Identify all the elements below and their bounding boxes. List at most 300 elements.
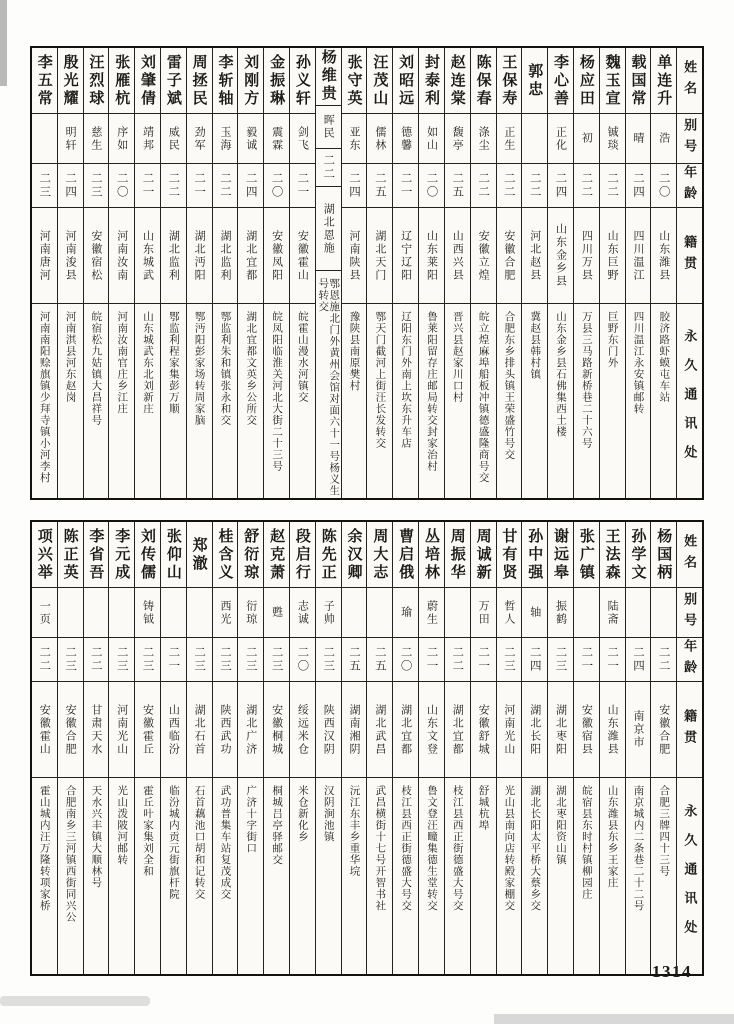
entry-cell-alias [471,114,496,164]
person-alias: 正化 [554,125,567,152]
entry-cell-native [342,682,367,778]
entry-cell-native [109,208,134,304]
entry-cell-name [419,48,444,114]
person-address: 河南南阳赊旗镇少拜寺镇小河李村 [38,311,50,484]
entry-cell-native [135,208,160,304]
person-native-place: 安徽霍山 [38,703,51,756]
person-name: 王法森 [603,527,620,582]
person-address: 汉阴涧池镇 [322,785,334,843]
entry-cell-address [367,304,392,498]
entry-cell-age [290,638,315,682]
entry-cell-address [393,778,418,974]
entry-cell-age [651,638,676,682]
person-address: 沅江东丰乡重华垸 [348,785,360,877]
entry-cell-age [161,164,186,208]
entry-cell-name [109,522,134,588]
person-name: 汪茂山 [371,53,388,108]
entry-cell-alias [522,114,547,164]
person-address: 广济十字街口 [245,785,257,854]
entry-cell-alias [290,588,315,638]
directory-entry-column [289,522,315,974]
person-address: 桐城吕亭驿邮交 [271,785,283,866]
person-address: 湖北枣阳资山镇 [555,785,567,866]
header-alias-label: 别号 [682,117,698,160]
header-cell-native [677,682,702,778]
person-age: 二三 [38,172,51,199]
entry-cell-address [522,304,547,498]
entry-cell-name [161,48,186,114]
person-native-place: 辽宁辽阳 [399,229,412,282]
entry-cell-name [84,522,109,588]
person-native-place: 河南光山 [502,703,515,756]
person-name: 李心善 [552,53,569,108]
person-alias: 西光 [218,599,231,626]
entry-cell-name [497,522,522,588]
entry-cell-name [548,48,573,114]
person-native-place: 河北赵县 [528,229,541,282]
entry-cell-address [497,304,522,498]
person-name: 李斩轴 [216,53,233,108]
person-age: 二二 [657,646,670,673]
person-name: 周大志 [371,527,388,582]
entry-cell-name [316,522,341,588]
directory-entry-column [599,522,625,974]
entry-cell-alias [213,114,238,164]
entry-cell-native [187,682,212,778]
entry-cell-address [84,778,109,974]
person-name: 雷子斌 [164,53,181,108]
entry-cell-native [84,208,109,304]
person-alias: 万田 [477,599,490,626]
entry-cell-address [600,304,625,498]
directory-entry-column [470,48,496,498]
entry-cell-address [187,304,212,498]
person-name: 桂含义 [216,527,233,582]
person-native-place: 湖北监利 [167,229,180,282]
person-alias: 明轩 [64,125,77,152]
entry-cell-native [32,208,57,304]
entry-cell-alias [187,114,212,164]
scan-edge-artifact [0,996,150,1006]
entry-cell-name [290,522,315,588]
entry-cell-name [109,48,134,114]
entry-cell-age [419,638,444,682]
entry-cell-alias [238,114,263,164]
person-native-place: 安徽霍丘 [141,703,154,756]
person-age: 二二 [89,646,102,673]
entry-cell-name [600,48,625,114]
entry-cell-age [187,638,212,682]
person-alias: 瑜 [399,606,412,619]
entry-cell-native [213,682,238,778]
entry-cell-native [445,208,470,304]
person-alias: 初 [580,132,593,145]
person-native-place: 河南唐河 [38,229,51,282]
entry-cell-alias [187,588,212,638]
entry-cell-address [497,778,522,974]
person-age: 二四 [631,646,644,673]
person-native-place: 湖北宜都 [451,703,464,756]
entry-cell-alias [316,106,341,150]
person-alias: 子帅 [322,599,335,626]
entry-cell-alias [32,114,57,164]
entry-cell-age [84,164,109,208]
person-name: 封泰利 [422,53,439,108]
person-name: 汪烈球 [87,53,104,108]
person-address: 枝江县西正街德盛大号交 [400,785,412,912]
person-native-place: 湖南湘阴 [348,703,361,756]
entry-cell-name [316,48,341,106]
person-age: 二三 [322,646,335,673]
entry-cell-native [161,208,186,304]
person-alias: 剑飞 [296,125,309,152]
entry-cell-native [574,682,599,778]
entry-cell-alias [135,588,160,638]
header-address-label: 永久通讯处 [682,803,698,949]
person-address: 胶济路虾蟆屯车站 [658,311,670,403]
entry-cell-native [651,682,676,778]
directory-entry-column [237,522,263,974]
person-alias: 亚东 [348,125,361,152]
entry-cell-name [522,48,547,114]
entry-cell-alias [471,588,496,638]
person-age: 二四 [64,172,77,199]
entry-cell-native [574,208,599,304]
directory-entry-column [57,48,83,498]
person-address: 鲁文登汪疃集德生堂转交 [425,785,437,912]
person-alias: 志诚 [296,599,309,626]
person-alias: 一页 [38,599,51,626]
person-name: 陈正英 [61,527,78,582]
entry-cell-age [342,638,367,682]
entry-cell-age [367,638,392,682]
entry-cell-age [497,638,522,682]
person-native-place: 陕西武功 [218,703,231,756]
person-address: 武昌横街十七号开智书社 [374,785,386,912]
entry-cell-native [32,682,57,778]
entry-cell-name [342,522,367,588]
person-native-place: 山西兴县 [451,229,464,282]
person-alias: 甦 [270,606,283,619]
person-name: 周振华 [448,527,465,582]
directory-entry-column [134,522,160,974]
person-address: 河南汝南官庄乡江庄 [116,311,128,415]
person-age: 二一 [399,172,412,199]
entry-cell-name [471,522,496,588]
entry-cell-alias [161,588,186,638]
entry-cell-native [497,682,522,778]
entry-cell-name [32,522,57,588]
entry-cell-address [445,778,470,974]
header-alias-label: 别号 [682,591,698,634]
person-name: 载国常 [629,53,646,108]
entry-cell-native [290,682,315,778]
directory-entry-column [160,522,186,974]
entry-cell-alias [32,588,57,638]
table-columns [32,48,702,498]
entry-cell-alias [497,114,522,164]
entry-cell-native [367,208,392,304]
person-age: 二一 [193,172,206,199]
entry-cell-native [522,208,547,304]
person-address: 鄂监利朱和镇张永和交 [219,311,231,426]
person-address: 晋兴县赵家川口村 [451,311,463,403]
person-address: 南京城内二条巷二十二号 [632,785,644,912]
entry-cell-age [522,638,547,682]
entry-cell-native [84,682,109,778]
person-age: 二五 [451,172,464,199]
person-age: 二一 [296,172,309,199]
header-column [676,522,702,974]
entry-cell-alias [135,114,160,164]
person-native-place: 湖北长阳 [528,703,541,756]
entry-cell-age [445,164,470,208]
person-name: 赵克萧 [268,527,285,582]
entry-cell-age [600,638,625,682]
entry-cell-alias [626,114,651,164]
scan-edge-artifact [0,0,7,86]
directory-entry-column [160,48,186,498]
person-age: 二四 [348,172,361,199]
directory-entry-column [289,48,315,498]
person-age: 二三 [244,646,257,673]
person-name: 孙学文 [629,527,646,582]
person-address: 辽阳东门外南上坎东升车店 [400,311,412,449]
entry-cell-native [213,208,238,304]
person-native-place: 湖北广济 [244,703,257,756]
entry-cell-alias [393,588,418,638]
person-age: 二一 [425,646,438,673]
entry-cell-name [32,48,57,114]
person-address: 皖宿县东时村镇柳园庄 [580,785,592,900]
entry-cell-address [342,778,367,974]
entry-cell-address [393,304,418,498]
entry-cell-alias [574,114,599,164]
entry-cell-alias [367,588,392,638]
person-address: 光山县南向店转殿家棚交 [503,785,515,912]
person-address: 光山泼陂河邮转 [116,785,128,866]
entry-cell-name [58,522,83,588]
person-age: 二五 [373,646,386,673]
person-name: 刘肇倩 [139,53,156,108]
entry-cell-address [213,778,238,974]
person-address: 武功普集车站复茂成交 [219,785,231,900]
person-age: 二二 [38,646,51,673]
entry-cell-address [522,778,547,974]
table-columns [32,522,702,974]
entry-cell-age [471,164,496,208]
directory-entry-column [186,48,212,498]
person-alias: 馥亭 [451,125,464,152]
person-alias: 陆斋 [606,599,619,626]
entry-cell-address [238,778,263,974]
directory-entry-column [57,522,83,974]
person-age: 二〇 [425,172,438,199]
entry-cell-alias [109,114,134,164]
entry-cell-alias [522,588,547,638]
entry-cell-name [393,48,418,114]
entry-cell-age [342,164,367,208]
entry-cell-address [135,778,160,974]
scan-edge-artifact [494,1014,734,1024]
person-name: 单连升 [655,53,672,108]
person-native-place: 湖北宜都 [399,703,412,756]
person-alias: 铖琰 [606,125,619,152]
person-name: 杨维贵 [319,49,336,104]
person-age: 二三 [89,172,102,199]
header-cell-address [677,304,702,498]
directory-entry-column [625,522,651,974]
entry-cell-name [84,48,109,114]
person-age: 二三 [64,646,77,673]
entry-cell-native [393,208,418,304]
entry-cell-name [367,522,392,588]
entry-cell-native [109,682,134,778]
entry-cell-name [574,522,599,588]
entry-cell-native [548,682,573,778]
entry-cell-name [161,522,186,588]
header-name-label: 姓名 [682,59,698,102]
directory-entry-column [573,522,599,974]
directory-entry-column [83,522,109,974]
entry-cell-age [161,638,186,682]
person-name: 舒衍琼 [242,527,259,582]
entry-cell-age [213,638,238,682]
directory-entry-column [418,522,444,974]
person-address: 山东金乡县石佛集西土楼 [555,311,567,438]
entry-cell-alias [58,588,83,638]
person-native-place: 山东城武 [141,229,154,282]
person-native-place: 湖北武昌 [373,703,386,756]
entry-cell-address [161,304,186,498]
person-name: 杨应田 [577,53,594,108]
entry-cell-age [32,164,57,208]
entry-cell-address [600,778,625,974]
entry-cell-name [213,522,238,588]
person-address: 霍山城内汪万隆转项家桥 [38,785,50,912]
person-alias: 玉海 [218,125,231,152]
person-native-place: 山东潍县 [606,703,619,756]
directory-entry-column [599,48,625,498]
person-address: 合肥三牌四十三号 [658,785,670,877]
entry-cell-native [316,187,341,271]
directory-entry-column [263,522,289,974]
person-alias: 振鹤 [554,599,567,626]
person-name: 曹启俄 [397,527,414,582]
entry-cell-alias [574,588,599,638]
entry-cell-age [109,638,134,682]
entry-cell-address [445,304,470,498]
entry-cell-address [84,304,109,498]
entry-cell-alias [342,114,367,164]
person-age: 二一 [477,646,490,673]
person-native-place: 山东巨野 [606,229,619,282]
entry-cell-address [32,778,57,974]
entry-cell-alias [497,588,522,638]
person-age: 二四 [528,646,541,673]
entry-cell-native [419,682,444,778]
person-native-place: 安徽舒城 [477,703,490,756]
entry-cell-alias [264,588,289,638]
entry-cell-native [187,208,212,304]
person-name: 郭忠 [526,62,543,99]
entry-cell-address [626,778,651,974]
person-name: 丛培林 [422,527,439,582]
directory-entry-column [418,48,444,498]
entry-cell-age [471,638,496,682]
entry-cell-alias [161,114,186,164]
person-alias: 慈生 [89,125,102,152]
entry-cell-name [471,48,496,114]
directory-entry-column [32,48,57,498]
person-address: 鄂监利程家集彭万顺 [167,311,179,415]
person-age: 二〇 [115,172,128,199]
person-age: 二五 [348,646,361,673]
entry-cell-age [187,164,212,208]
person-name: 周诚新 [474,527,491,582]
person-native-place: 湖北沔阳 [193,229,206,282]
person-age: 二一 [606,646,619,673]
person-name: 金振琳 [268,53,285,108]
entry-cell-age [238,164,263,208]
header-cell-name [677,48,702,114]
entry-cell-name [367,48,392,114]
person-native-place: 湖北监利 [218,229,231,282]
person-native-place: 安徽立煌 [477,229,490,282]
directory-entry-column [32,522,57,974]
directory-entry-column [650,48,676,498]
person-age: 二一 [580,646,593,673]
entry-cell-address [109,778,134,974]
entry-cell-age [548,638,573,682]
entry-cell-age [393,164,418,208]
person-age: 二三 [218,646,231,673]
person-address: 临汾城内贡元街旗杆院 [167,785,179,900]
directory-entry-column [521,522,547,974]
entry-cell-name [290,48,315,114]
directory-entry-column [392,522,418,974]
person-name: 张仰山 [164,527,181,582]
entry-cell-name [213,48,238,114]
person-name: 李元成 [113,527,130,582]
person-age: 二二 [580,172,593,199]
entry-cell-native [548,208,573,304]
entry-cell-native [135,682,160,778]
person-native-place: 河南光山 [115,703,128,756]
entry-cell-age [600,164,625,208]
person-address: 米仓新化乡 [296,785,308,843]
directory-entry-column [444,48,470,498]
person-alias: 涤尘 [477,125,490,152]
directory-entry-column [521,48,547,498]
person-name: 刘刚方 [242,53,259,108]
directory-entry-column [496,522,522,974]
entry-cell-native [161,682,186,778]
entry-cell-name [522,522,547,588]
directory-entry-column [341,522,367,974]
person-address: 湖北长阳太平桥大蔡乡交 [529,785,541,912]
person-age: 二〇 [270,172,283,199]
person-address: 霍丘叶家集刘全和 [142,785,154,877]
entry-cell-alias [600,114,625,164]
person-address: 天水兴丰镇大顺林号 [90,785,102,889]
person-native-place: 湖北天门 [373,229,386,282]
person-name: 张广镇 [577,527,594,582]
directory-entry-column [108,48,134,498]
directory-entry-column [186,522,212,974]
person-native-place: 山东文登 [425,703,438,756]
entry-cell-address [471,778,496,974]
